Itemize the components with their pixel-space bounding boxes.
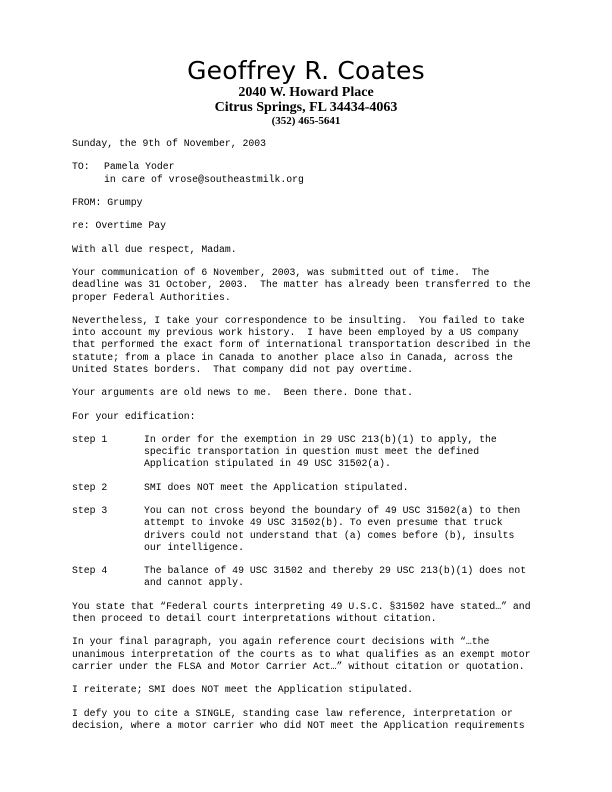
step-line: Application stipulated in 49 USC 31502(a). bbox=[144, 458, 391, 470]
paragraph-line: carrier under the FLSA and Motor Carrier Act…” without citation or quotation. bbox=[72, 660, 525, 672]
step-text bbox=[144, 482, 548, 494]
salutation-text: With all due respect, Madam. bbox=[72, 243, 237, 255]
paragraph-line: deadline was 31 October, 2003. The matter has already been transferred to the bbox=[72, 279, 531, 291]
from-line bbox=[72, 197, 548, 209]
paragraph-final-reference bbox=[72, 636, 548, 673]
paragraph-timeliness bbox=[72, 267, 548, 304]
step-line: and cannot apply. bbox=[144, 577, 244, 589]
paragraph-line: statute; from a place in Canada to another place also in Canada, across the bbox=[72, 351, 513, 363]
paragraph-reiterate bbox=[72, 684, 548, 696]
step-text bbox=[144, 434, 548, 471]
step-label: step 3 bbox=[72, 505, 108, 517]
paragraph-line: then proceed to detail court interpretations without citation. bbox=[72, 612, 437, 624]
step-item bbox=[72, 482, 548, 494]
date-line bbox=[72, 138, 548, 150]
recipient-details bbox=[104, 161, 548, 185]
from-text: FROM: Grumpy bbox=[72, 196, 143, 208]
step-label: Step 4 bbox=[72, 565, 108, 577]
paragraph-old-news bbox=[72, 387, 548, 399]
recipient-block bbox=[72, 161, 548, 185]
salutation bbox=[72, 244, 548, 256]
step-item bbox=[72, 434, 548, 471]
letterhead bbox=[0, 56, 612, 128]
subject-line bbox=[72, 220, 548, 232]
recipient-care-of: in care of vrose@southeastmilk.org bbox=[104, 173, 304, 185]
paragraph-line: that performed the exact form of international transportation described in the bbox=[72, 339, 531, 351]
paragraph-line: For your edification: bbox=[72, 410, 196, 422]
sender-street: 2040 W. Howard Place bbox=[238, 85, 374, 100]
step-line: SMI does NOT meet the Application stipulated. bbox=[144, 481, 409, 493]
step-item bbox=[72, 565, 548, 589]
step-item bbox=[72, 505, 548, 554]
step-line: drivers could not understand that (a) comes before (b), insults bbox=[144, 529, 515, 541]
paragraph-edification bbox=[72, 411, 548, 423]
step-line: You can not cross beyond the boundary of 49 USC 31502(a) to then bbox=[144, 505, 521, 517]
sender-name: Geoffrey R. Coates bbox=[187, 56, 425, 85]
paragraph-line: Your communication of 6 November, 2003, was submitted out of time. The bbox=[72, 267, 490, 279]
paragraph-defy bbox=[72, 708, 548, 732]
paragraph-line: decision, where a motor carrier who did NOT meet the Application requirements bbox=[72, 719, 525, 731]
paragraph-line: United States borders. That company did not pay overtime. bbox=[72, 363, 413, 375]
step-text bbox=[144, 565, 548, 589]
step-label: step 2 bbox=[72, 481, 108, 493]
sender-phone: (352) 465-5641 bbox=[271, 115, 341, 127]
letter-body bbox=[72, 138, 548, 743]
step-text bbox=[144, 505, 548, 554]
paragraph-line: In your final paragraph, you again reference court decisions with “…the bbox=[72, 636, 490, 648]
paragraph-line: unanimous interpretation of the courts as to what qualifies as an exempt motor bbox=[72, 648, 531, 660]
step-line: attempt to invoke 49 USC 31502(b). To even presume that truck bbox=[144, 517, 503, 529]
step-line: specific transportation in question must meet the defined bbox=[144, 446, 480, 458]
to-label: TO: bbox=[72, 161, 90, 173]
step-line: In order for the exemption in 29 USC 213(b)(1) to apply, the bbox=[144, 433, 497, 445]
paragraph-line: I reiterate; SMI does NOT meet the Application stipulated. bbox=[72, 684, 413, 696]
paragraph-line: You state that “Federal courts interpreting 49 U.S.C. §31502 have stated…” and bbox=[72, 600, 531, 612]
sender-city: Citrus Springs, FL 34434-4063 bbox=[214, 100, 398, 115]
date-text: Sunday, the 9th of November, 2003 bbox=[72, 138, 267, 149]
paragraph-line: into account my previous work history. I have been employed by a US company bbox=[72, 327, 519, 339]
step-line: The balance of 49 USC 31502 and thereby 29 USC 213(b)(1) does not bbox=[144, 565, 527, 577]
paragraph-line: Nevertheless, I take your correspondence to be insulting. You failed to take bbox=[72, 314, 525, 326]
subject-text: re: Overtime Pay bbox=[72, 220, 167, 232]
paragraph-federal-courts bbox=[72, 601, 548, 625]
paragraph-line: Your arguments are old news to me. Been there. Done that. bbox=[72, 387, 413, 399]
paragraph-line: I defy you to cite a SINGLE, standing case law reference, interpretation or bbox=[72, 707, 513, 719]
step-line: our intelligence. bbox=[144, 541, 244, 553]
paragraph-work-history bbox=[72, 315, 548, 376]
paragraph-line: proper Federal Authorities. bbox=[72, 291, 231, 303]
step-label: step 1 bbox=[72, 433, 108, 445]
recipient-name: Pamela Yoder bbox=[104, 161, 175, 173]
